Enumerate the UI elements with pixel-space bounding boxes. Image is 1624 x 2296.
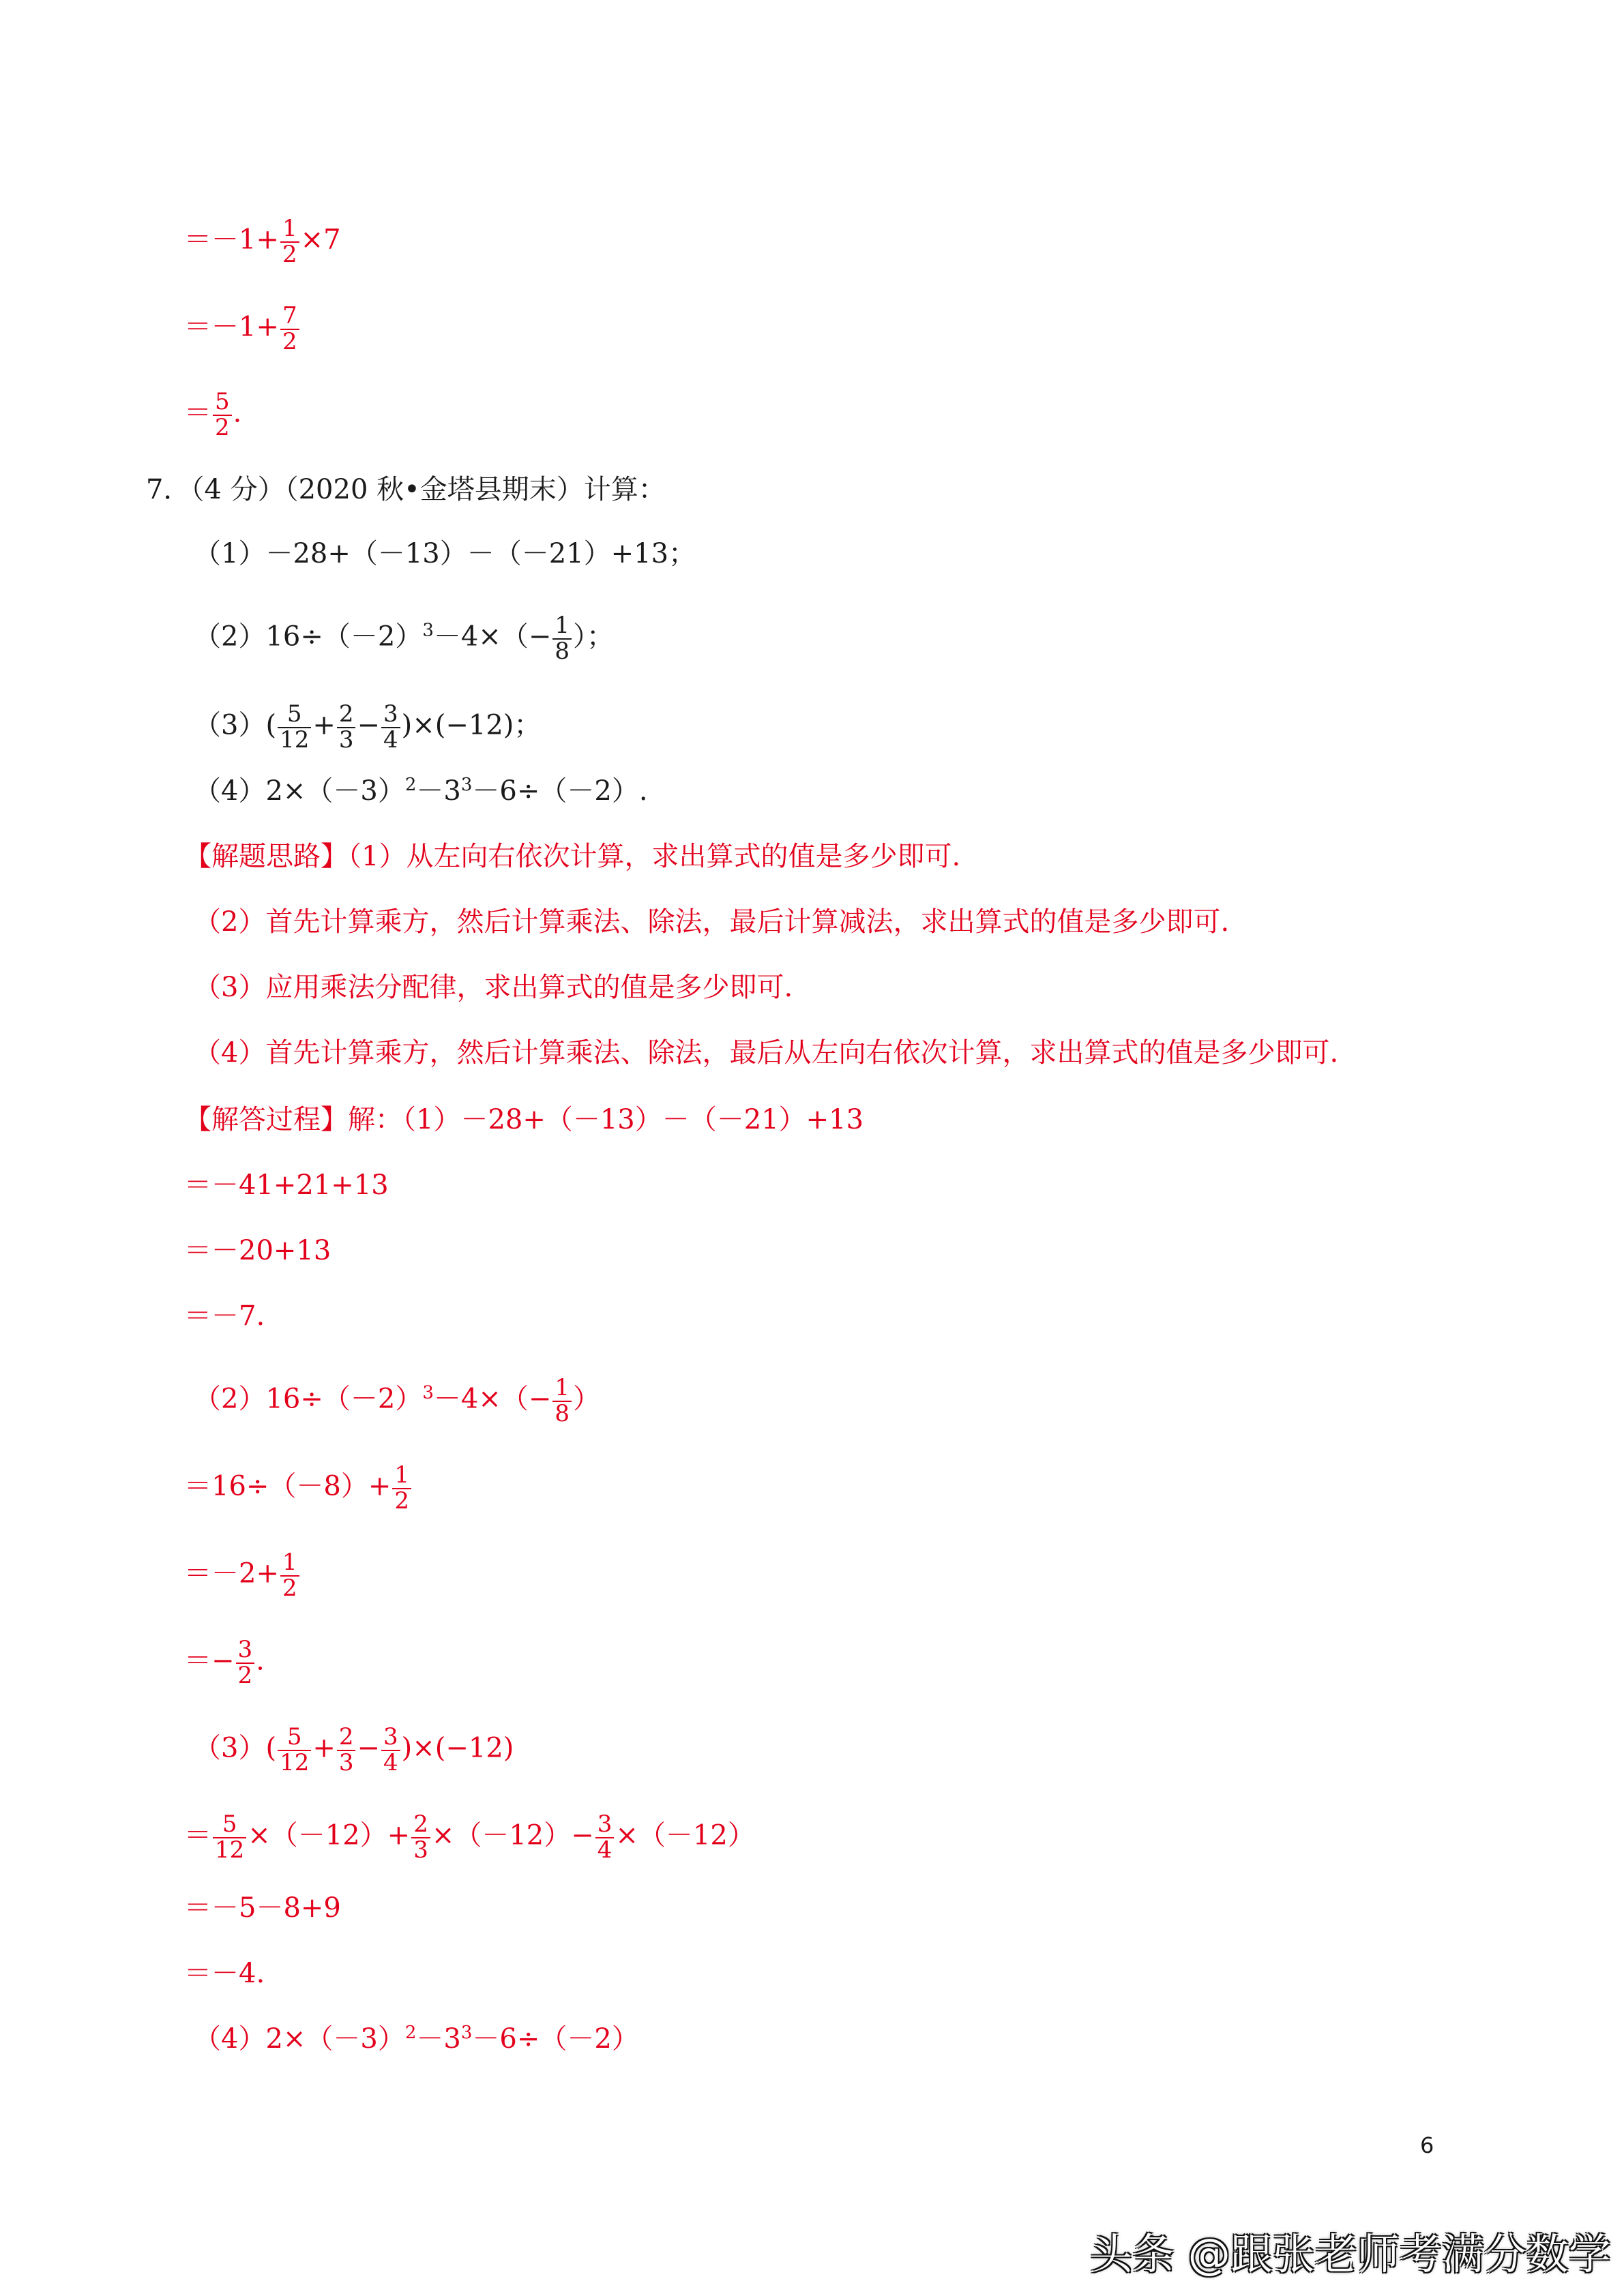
denominator: 2 bbox=[237, 1661, 253, 1689]
calc-line: ＝－20+13 bbox=[184, 1235, 331, 1266]
operator: − bbox=[357, 1732, 380, 1764]
question-heading: 7．（4 分）（2020 秋•金塔县期末）计算： bbox=[146, 474, 666, 505]
calc-line bbox=[184, 1810, 755, 1864]
expr-text: ×7 bbox=[300, 224, 341, 256]
denominator: 2 bbox=[215, 413, 230, 441]
expr-text: （2）16÷（－2） bbox=[194, 1383, 423, 1415]
exponent: 3 bbox=[422, 1382, 434, 1403]
exponent: 2 bbox=[404, 775, 417, 795]
calc-line bbox=[184, 1638, 265, 1688]
expr-text: ＝－1+ bbox=[184, 311, 279, 343]
exponent: 2 bbox=[404, 2023, 417, 2043]
calc-line: ＝－4. bbox=[184, 1958, 265, 1989]
denominator: 12 bbox=[280, 726, 310, 754]
fraction bbox=[278, 702, 311, 752]
expr-text: －6÷（－2） bbox=[472, 2023, 639, 2055]
numerator: 1 bbox=[392, 1463, 411, 1489]
fraction bbox=[552, 1376, 572, 1426]
fraction bbox=[213, 1810, 246, 1864]
denominator: 12 bbox=[280, 1748, 310, 1776]
solution-text: 解：（1）－28+（－13）－（－21）+13 bbox=[348, 1104, 864, 1135]
calc-line bbox=[194, 2025, 639, 2053]
expr-text: ）； bbox=[572, 621, 614, 653]
numerator: 2 bbox=[411, 1813, 430, 1838]
expr-text: （2）16÷（－2） bbox=[194, 621, 423, 653]
numerator: 1 bbox=[280, 217, 299, 243]
exponent: 3 bbox=[422, 620, 434, 641]
numerator: 5 bbox=[213, 390, 232, 416]
calc-line: ＝－7. bbox=[184, 1300, 265, 1332]
calc-line bbox=[184, 390, 241, 440]
numerator: 3 bbox=[595, 1813, 615, 1838]
calc-line: ＝－41+21+13 bbox=[184, 1169, 389, 1201]
operator: − bbox=[357, 709, 380, 741]
thinking-line-2: （2）首先计算乘方，然后计算乘法、除法，最后计算减法，求出算式的值是多少即可. bbox=[194, 906, 1230, 938]
calc-line bbox=[184, 304, 301, 354]
fraction bbox=[280, 217, 299, 267]
expr-text: ＝16÷（－8）+ bbox=[184, 1470, 392, 1502]
operator: + bbox=[312, 709, 336, 741]
fraction bbox=[337, 1725, 356, 1775]
numerator: 1 bbox=[552, 614, 572, 640]
fraction bbox=[278, 1725, 311, 1775]
numerator: 2 bbox=[337, 702, 356, 728]
fraction bbox=[280, 1551, 299, 1600]
calc-line bbox=[194, 1725, 514, 1775]
expr-text: （4）2×（－3） bbox=[194, 2023, 405, 2055]
expr-text: . bbox=[256, 1645, 265, 1677]
expr-text: －3 bbox=[416, 775, 461, 807]
expr-text: ＝ bbox=[184, 397, 211, 429]
page-number: 6 bbox=[1420, 2132, 1434, 2158]
expr-text: －4×（− bbox=[433, 1383, 552, 1415]
thinking-label: 【解题思路】 bbox=[184, 841, 348, 872]
thinking-line-3: （3）应用乘法分配律，求出算式的值是多少即可. bbox=[194, 972, 793, 1003]
numerator: 5 bbox=[278, 1725, 311, 1751]
fraction bbox=[552, 614, 572, 664]
expr-text: （4）2×（－3） bbox=[194, 775, 405, 807]
denominator: 2 bbox=[282, 1574, 297, 1602]
fraction bbox=[280, 304, 299, 354]
denominator: 3 bbox=[413, 1836, 428, 1864]
denominator: 2 bbox=[394, 1487, 410, 1515]
solution-heading bbox=[184, 1106, 863, 1133]
calc-line bbox=[184, 1463, 413, 1513]
thinking-line-4: （4）首先计算乘方，然后计算乘法、除法，最后从左向右依次计算，求出算式的值是多少即可. bbox=[194, 1037, 1339, 1069]
expr-text: ） bbox=[572, 1383, 600, 1415]
fraction bbox=[337, 702, 356, 752]
fraction bbox=[381, 702, 400, 752]
denominator: 3 bbox=[338, 1748, 354, 1776]
denominator: 8 bbox=[555, 1399, 570, 1427]
denominator: 4 bbox=[383, 726, 398, 754]
denominator: 4 bbox=[597, 1836, 612, 1864]
expr-text: －4×（− bbox=[433, 621, 552, 653]
fraction bbox=[595, 1810, 615, 1864]
fraction bbox=[392, 1463, 411, 1513]
expr-text: )×(−12)； bbox=[401, 709, 542, 741]
exponent: 3 bbox=[460, 2023, 473, 2043]
expr-text: ＝− bbox=[184, 1645, 235, 1677]
denominator: 3 bbox=[338, 726, 354, 754]
expr-text: －3 bbox=[416, 2023, 461, 2055]
numerator: 2 bbox=[337, 1725, 356, 1751]
denominator: 2 bbox=[282, 240, 297, 268]
calc-line bbox=[184, 217, 341, 267]
question-part-1: （1）－28+（－13）－（－21）+13； bbox=[194, 538, 696, 569]
question-part-4 bbox=[194, 777, 648, 805]
numerator: 5 bbox=[278, 702, 311, 728]
thinking-text: （1）从左向右依次计算，求出算式的值是多少即可. bbox=[348, 841, 961, 872]
fraction bbox=[411, 1810, 430, 1864]
expr-text: ＝－2+ bbox=[184, 1557, 279, 1590]
denominator: 4 bbox=[383, 1748, 398, 1776]
denominator: 8 bbox=[555, 637, 570, 665]
numerator: 3 bbox=[236, 1638, 255, 1664]
numerator: 1 bbox=[280, 1551, 299, 1577]
expr-text: ＝－1+ bbox=[184, 224, 279, 256]
solution-label: 【解答过程】 bbox=[184, 1104, 348, 1135]
watermark: 头条 @跟张老师考满分数学 bbox=[1090, 2229, 1611, 2279]
fraction bbox=[381, 1725, 400, 1775]
expr-text: . bbox=[233, 397, 242, 429]
expr-text: ×（－12）− bbox=[431, 1819, 594, 1851]
numerator: 3 bbox=[381, 1725, 400, 1751]
numerator: 7 bbox=[280, 304, 299, 330]
expr-text: （3）( bbox=[194, 709, 277, 741]
expr-text: ×（－12）+ bbox=[248, 1819, 411, 1851]
expr-text: －6÷（－2）. bbox=[472, 775, 648, 807]
denominator: 12 bbox=[215, 1836, 245, 1864]
fraction bbox=[213, 390, 232, 440]
numerator: 1 bbox=[552, 1376, 572, 1402]
exponent: 3 bbox=[460, 775, 473, 795]
thinking-line-1 bbox=[184, 843, 960, 870]
denominator: 2 bbox=[282, 327, 297, 355]
question-part-3 bbox=[194, 702, 541, 752]
fraction bbox=[236, 1638, 255, 1688]
question-part-2 bbox=[194, 614, 614, 664]
calc-line bbox=[194, 1376, 600, 1426]
calc-line bbox=[184, 1551, 301, 1600]
numerator: 3 bbox=[381, 702, 400, 728]
calc-line: ＝－5－8+9 bbox=[184, 1892, 341, 1924]
expr-text: ×（－12） bbox=[615, 1819, 755, 1851]
expr-text: （3）( bbox=[194, 1732, 277, 1764]
numerator: 5 bbox=[213, 1813, 246, 1838]
expr-text: ＝ bbox=[184, 1819, 211, 1851]
expr-text: )×(−12) bbox=[401, 1732, 514, 1764]
operator: + bbox=[312, 1732, 336, 1764]
